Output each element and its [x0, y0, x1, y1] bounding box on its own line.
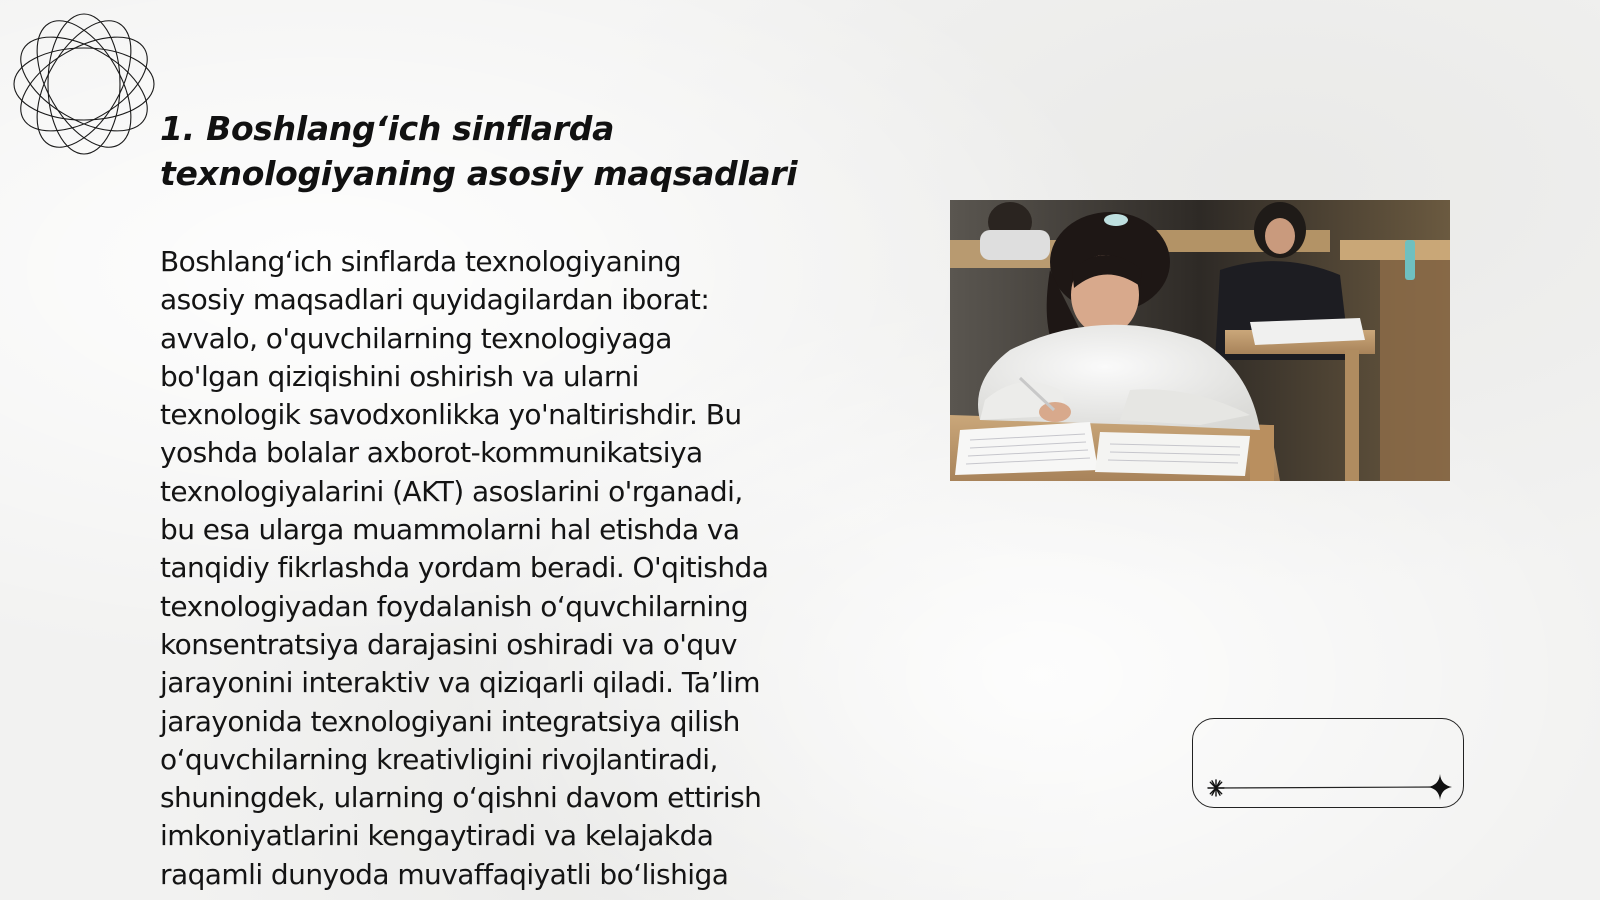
- body-line: bo'lgan qiziqishini oshirish va ularni: [160, 359, 639, 393]
- body-line: avvalo, o'quvchilarning texnologiyaga: [160, 321, 672, 355]
- slide-title-line: 1. Boshlang‘ich sinflarda: [160, 109, 615, 148]
- body-line: Boshlang‘ich sinflarda texnologiyaning: [160, 245, 682, 278]
- body-line: jarayonini interaktiv va qiziqarli qiladi. Ta’lim: [160, 666, 760, 700]
- spirograph-ornament-icon: [10, 10, 158, 158]
- body-line: yoshda bolalar axborot-kommunikatsiya: [160, 436, 703, 470]
- body-line: texnologiyadan foydalanish o‘quvchilarning: [160, 589, 749, 623]
- slide-title: [160, 106, 860, 196]
- body-line: imkoniyatlarini kengaytiradi va kelajakda: [160, 819, 714, 853]
- students-writing-exam-photo: [950, 200, 1450, 481]
- body-line: jarayonida texnologiyani integratsiya qilish: [160, 704, 740, 738]
- body-line: o‘quvchilarning kreativligini rivojlantiradi,: [160, 742, 718, 776]
- body-line: bu esa ularga muammolarni hal etishda va: [160, 513, 740, 547]
- slide-title-line: texnologiyaning asosiy maqsadlari: [160, 154, 798, 193]
- body-line: texnologiyalarini (AKT) asoslarini o'rganadi,: [160, 474, 743, 508]
- body-line: konsentratsiya darajasini oshiradi va o'quv: [160, 627, 737, 661]
- asterisk-icon: [1207, 779, 1225, 797]
- body-line: tanqidiy fikrlashda yordam beradi. O'qitishda: [160, 551, 769, 585]
- decorative-frame: [1192, 718, 1464, 808]
- body-line: texnologik savodxonlikka yo'naltirishdir. Bu: [160, 398, 742, 432]
- sparkle-icon: [1428, 774, 1452, 800]
- body-line: raqamli dunyoda muvaffaqiyatli bo‘lishiga: [160, 857, 729, 891]
- body-line: asosiy maqsadlari quyidagilardan iborat:: [160, 283, 710, 317]
- slide-body-text: [160, 243, 880, 894]
- body-line: shuningdek, ularning o‘qishni davom ettirish: [160, 781, 762, 815]
